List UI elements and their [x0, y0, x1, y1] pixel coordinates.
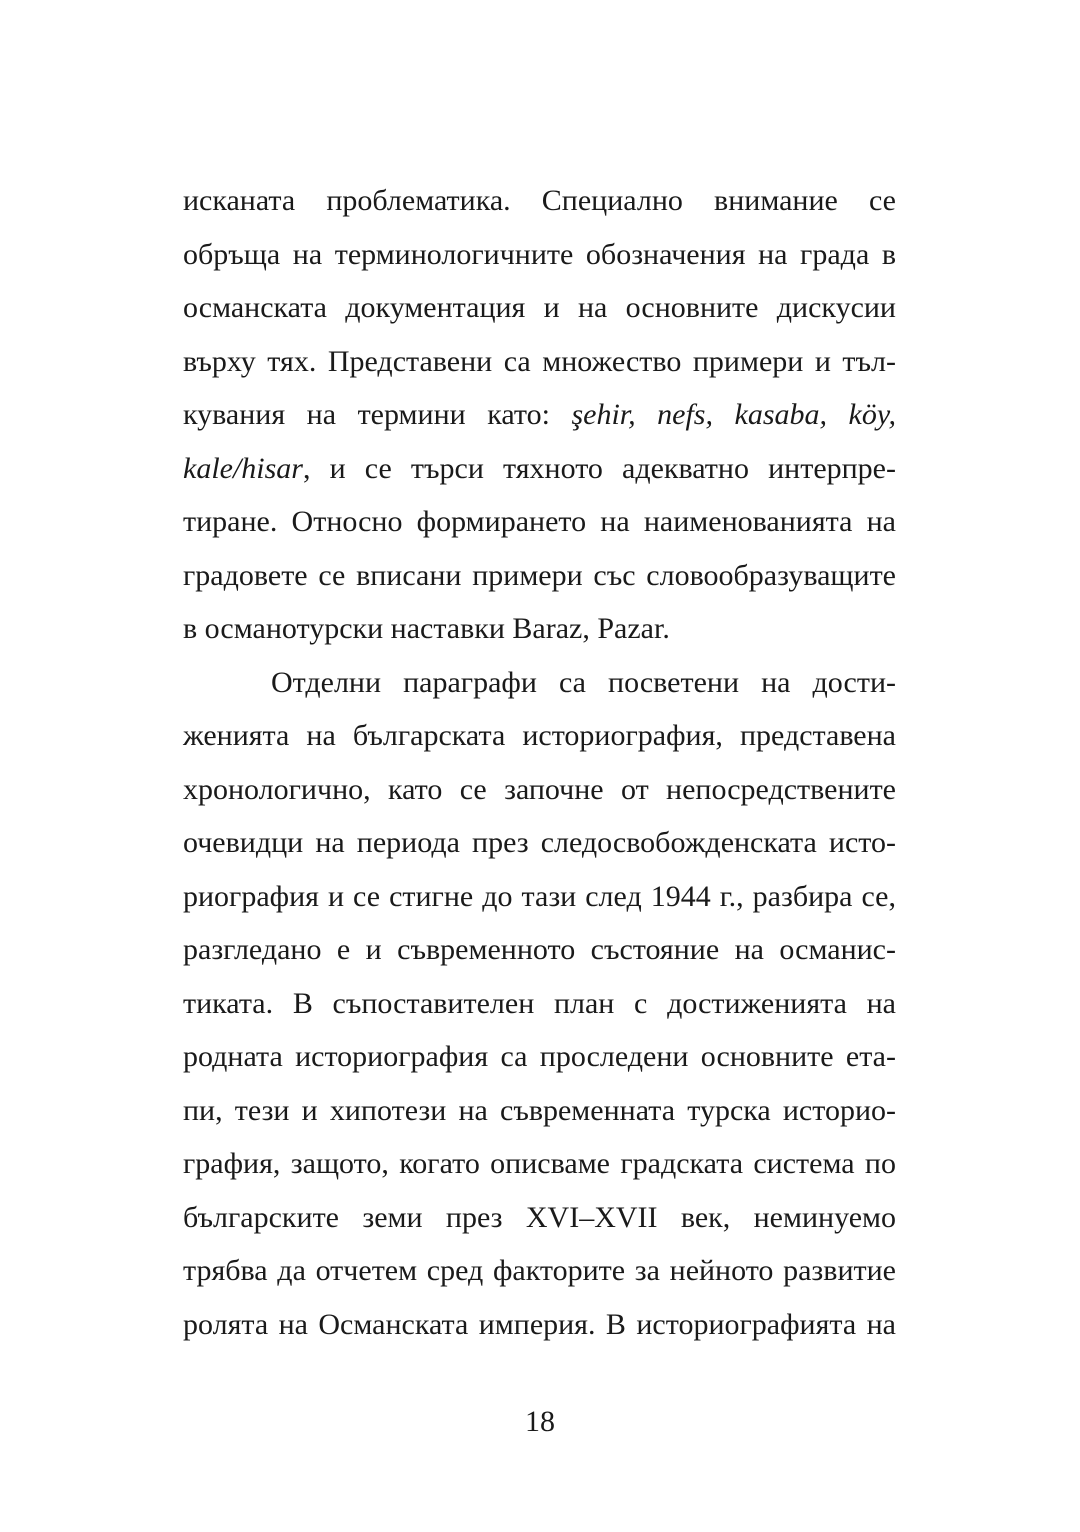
text-line [183, 388, 896, 442]
body-text [183, 174, 896, 1351]
text-line: Отделни параграфи са посветени на дости- [271, 665, 896, 699]
text-line [183, 442, 896, 496]
text-line: женията на българската историография, представена [183, 719, 896, 752]
text-line: трябва да отчетем сред факторите за нейното развитие [183, 1254, 896, 1287]
paragraph-1 [183, 174, 896, 656]
text-line: хронологично, като се започне от непосредствените [183, 772, 896, 806]
text-line: османската документация и на основните дискусии [183, 291, 896, 324]
text-line: тиката. В съпоставителен план с достиженията на [183, 986, 896, 1020]
text-line: в османотурски наставки Baraz, Pazar. [183, 612, 670, 645]
text-run: , и се търси тяхното адекватно интерпре- [303, 451, 896, 485]
text-line: пи, тези и хипотези на съвременната турска историо- [183, 1093, 896, 1127]
text-line: исканата проблематика. Специално внимание се [183, 184, 896, 217]
italic-terms: kale/hisar [183, 451, 303, 485]
text-line: ролята на Османската империя. В историографията на [183, 1307, 896, 1341]
text-line: българските земи през XVI–XVII век, неминуемо [183, 1200, 896, 1234]
text-line: върху тях. Представени са множество примери и тъл- [183, 344, 896, 378]
text-line: тиране. Относно формирането на наименованията на [183, 505, 896, 538]
paragraph-2 [183, 656, 896, 1352]
text-run: кувания на термини като: [183, 398, 572, 431]
text-line: родната историография са проследени основните ета- [183, 1040, 896, 1073]
text-line: градовете се вписани примери със словообразуващите [183, 558, 896, 592]
page-number: 18 [525, 1405, 555, 1438]
text-line: обръща на терминологичните обозначения на града в [183, 237, 896, 271]
text-line: разгледано е и съвременното състояние на османис- [183, 933, 896, 966]
text-line: графия, защото, когато описваме градската система по [183, 1147, 896, 1180]
text-line: очевидци на периода през следосвобожденската исто- [183, 826, 896, 859]
italic-terms: şehir, nefs, kasaba, köy, [571, 398, 896, 431]
text-line: риография и се стигне до тази след 1944 г., разбира се, [183, 879, 896, 913]
